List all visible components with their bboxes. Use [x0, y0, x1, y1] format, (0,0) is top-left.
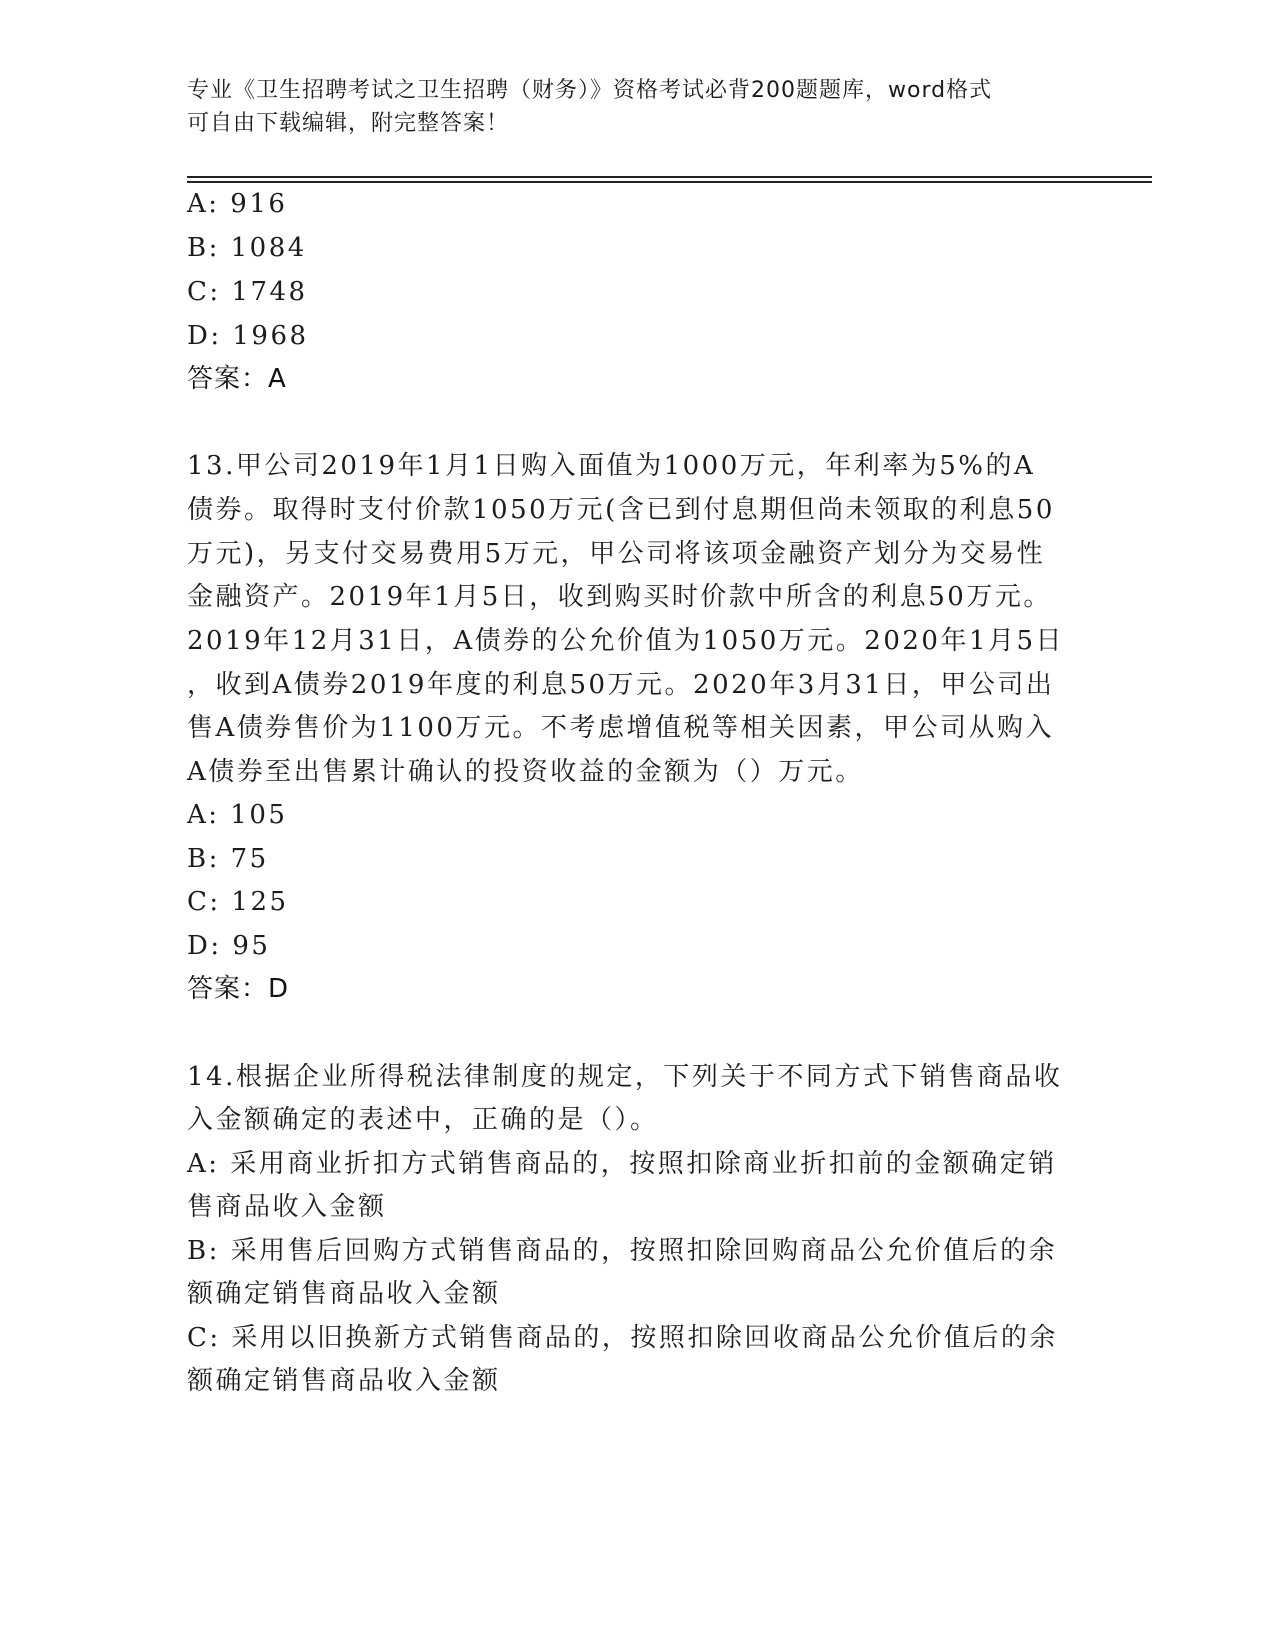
header-title-line-2: 可自由下载编辑，附完整答案！ — [187, 111, 510, 136]
q13-text-line-3: 万元)，另支付交易费用5万元，甲公司将该项金融资产划分为交易性 — [187, 539, 1046, 569]
q14-option-b-line-2: 额确定销售商品收入金额 — [187, 1279, 501, 1309]
document-header — [187, 74, 1067, 140]
q13-text-line-2: 债券。取得时支付价款1050万元(含已到付息期但尚未领取的利息50 — [187, 495, 1055, 525]
q13-option-b: B: 75 — [187, 844, 269, 874]
q14-option-b-line-1: B: 采用售后回购方式销售商品的，按照扣除回购商品公允价值后的余 — [187, 1236, 1058, 1266]
q13-text-line-6: ，收到A债券2019年度的利息50万元。2020年3月31日，甲公司出 — [187, 670, 1055, 700]
q14-option-a-line-1: A: 采用商业折扣方式销售商品的，按照扣除商业折扣前的金额确定销 — [187, 1149, 1057, 1179]
q14-option-a-line-2: 售商品收入金额 — [187, 1192, 387, 1222]
header-divider-top — [187, 176, 1152, 178]
q13-option-a: A: 105 — [187, 800, 288, 830]
q13-option-c: C: 125 — [187, 887, 289, 917]
q12-option-a: A: 916 — [187, 189, 288, 219]
q14-option-c-line-1: C: 采用以旧换新方式销售商品的，按照扣除回收商品公允价值后的余 — [187, 1323, 1058, 1353]
header-divider-bottom — [187, 181, 1152, 183]
q13-text-line-5: 2019年12月31日，A债券的公允价值为1050万元。2020年1月5日 — [187, 626, 1065, 656]
q13-answer: 答案：D — [187, 974, 290, 1004]
q14-text-line-2: 入金额确定的表述中，正确的是（）。 — [187, 1105, 659, 1135]
q13-text-line-1: 13.甲公司2019年1月1日购入面值为1000万元，年利率为5%的A — [187, 451, 1036, 481]
q12-option-d: D: 1968 — [187, 321, 309, 351]
header-title-line-1: 专业《卫生招聘考试之卫生招聘（财务）》资格考试必背200题题库，word格式 — [187, 78, 993, 103]
q13-text-line-8: A债券至出售累计确认的投资收益的金额为（）万元。 — [187, 757, 864, 787]
q12-answer: 答案：A — [187, 364, 287, 394]
q13-text-line-7: 售A债券售价为1100万元。不考虑增值税等相关因素，甲公司从购入 — [187, 713, 1054, 743]
q12-option-b: B: 1084 — [187, 233, 307, 263]
q12-option-c: C: 1748 — [187, 277, 308, 307]
q14-text-line-1: 14.根据企业所得税法律制度的规定，下列关于不同方式下销售商品收 — [187, 1062, 1063, 1092]
q13-text-line-4: 金融资产。2019年1月5日，收到购买时价款中所含的利息50万元。 — [187, 582, 1052, 612]
q14-option-c-line-2: 额确定销售商品收入金额 — [187, 1366, 501, 1396]
q13-option-d: D: 95 — [187, 931, 271, 961]
